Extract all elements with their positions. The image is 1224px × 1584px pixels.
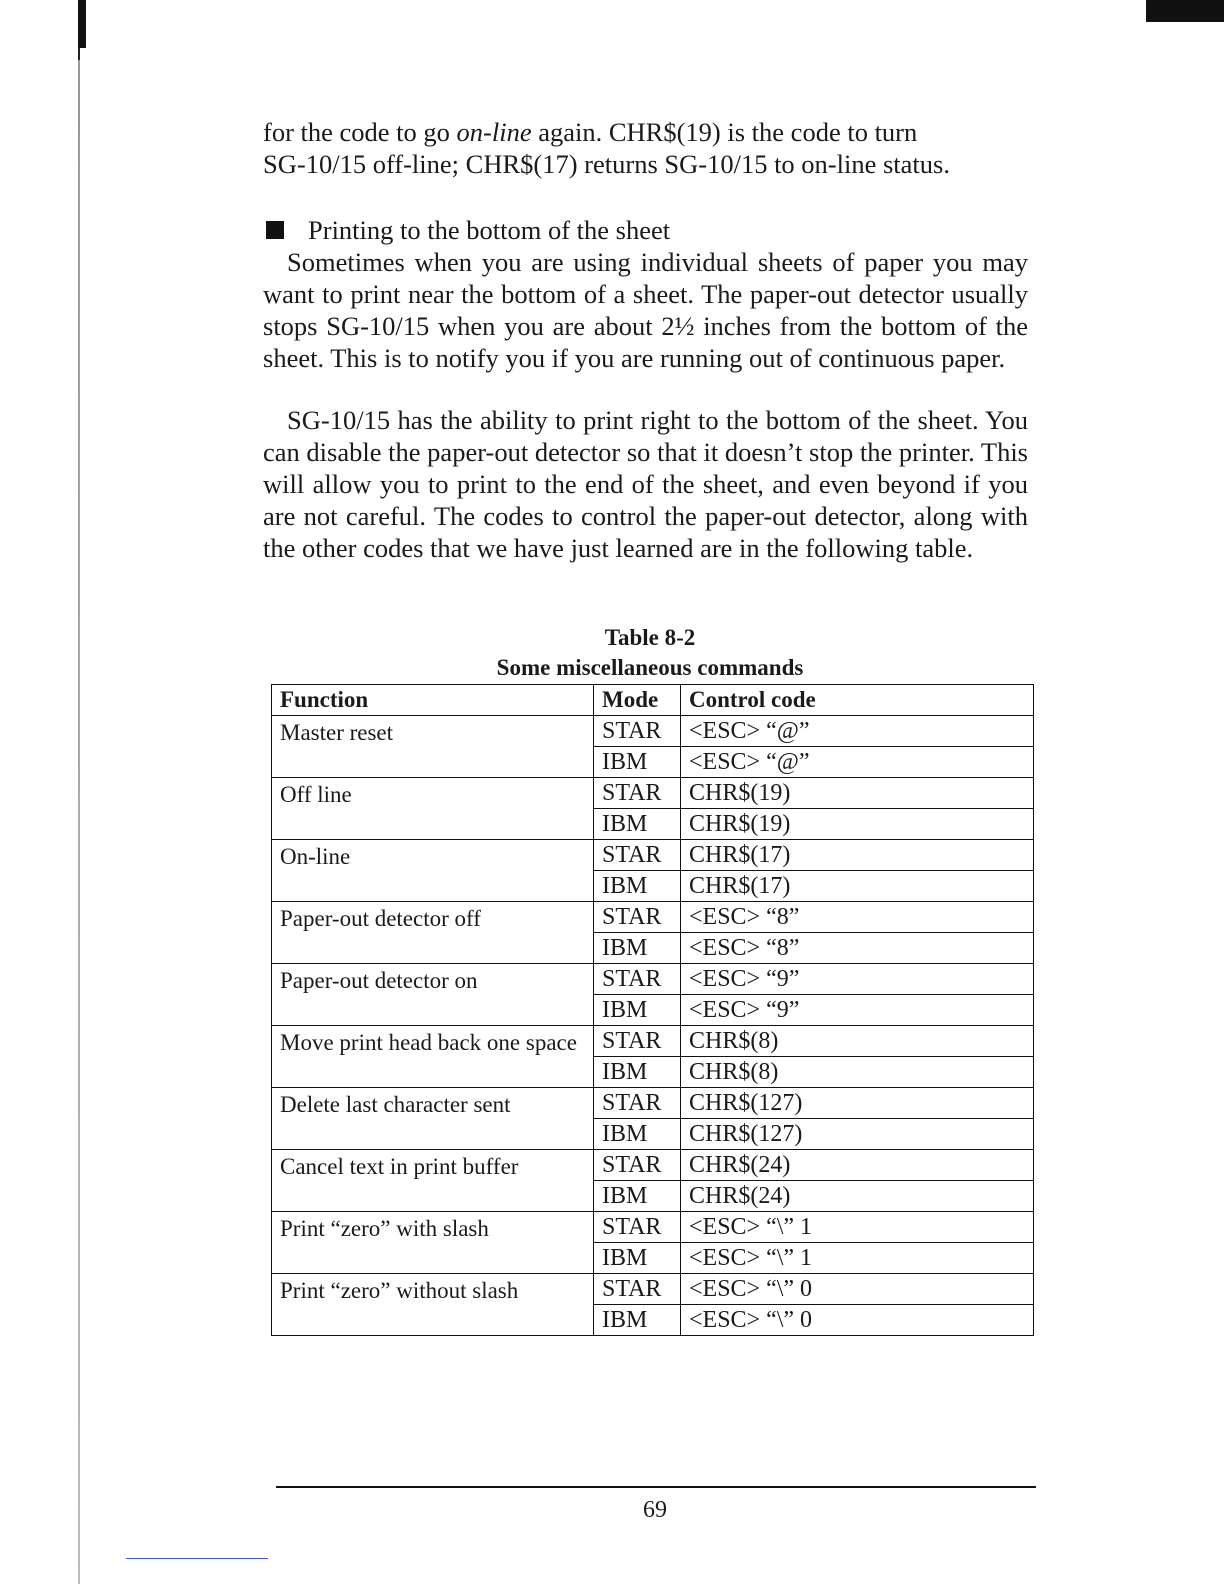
function-cell: Paper-out detector on: [272, 964, 594, 1026]
mode-cell-ibm: IBM: [594, 933, 681, 964]
table-row: [272, 1088, 1034, 1119]
code-cell-star: <ESC> “\” 0: [681, 1274, 1034, 1305]
commands-table: [271, 684, 1034, 1336]
scan-corner-mark-right: [1146, 0, 1224, 22]
function-cell: Delete last character sent: [272, 1088, 594, 1150]
code-cell-star: <ESC> “\” 1: [681, 1212, 1034, 1243]
table-row: [272, 1212, 1034, 1243]
code-cell-ibm: <ESC> “\” 1: [681, 1243, 1034, 1274]
paragraph-sometimes: Sometimes when you are using individual sheets of paper you may want to print near the bottom of a sheet. The paper-out detector usually stops SG-10/15 when you are about 2½ inches from the bottom of the sheet. This is to notify you if you are running out of continuous paper.: [263, 247, 1028, 373]
code-cell-star: <ESC> “8”: [681, 902, 1034, 933]
mode-cell-star: STAR: [594, 778, 681, 809]
table-row: [272, 778, 1034, 809]
code-cell-star: CHR$(8): [681, 1026, 1034, 1057]
mode-cell-star: STAR: [594, 1212, 681, 1243]
mode-cell-star: STAR: [594, 1274, 681, 1305]
mode-cell-star: STAR: [594, 1088, 681, 1119]
mode-cell-star: STAR: [594, 964, 681, 995]
code-cell-ibm: CHR$(19): [681, 809, 1034, 840]
code-cell-ibm: <ESC> “8”: [681, 933, 1034, 964]
table-caption: Some miscellaneous commands: [496, 655, 804, 680]
code-cell-star: CHR$(19): [681, 778, 1034, 809]
function-cell: Move print head back one space: [272, 1026, 594, 1088]
mode-cell-ibm: IBM: [594, 747, 681, 778]
header-mode: Mode: [594, 685, 681, 716]
mode-cell-ibm: IBM: [594, 1119, 681, 1150]
square-bullet-icon: [266, 221, 284, 239]
function-cell: Print “zero” without slash: [272, 1274, 594, 1336]
function-cell: Paper-out detector off: [272, 902, 594, 964]
table-header-row: [272, 685, 1034, 716]
function-cell: Master reset: [272, 716, 594, 778]
table-row: [272, 840, 1034, 871]
code-cell-star: CHR$(17): [681, 840, 1034, 871]
intro-text-start: for the code to go: [263, 117, 457, 147]
function-cell: Cancel text in print buffer: [272, 1150, 594, 1212]
code-cell-star: <ESC> “@”: [681, 716, 1034, 747]
intro-text-line2: SG-10/15 off-line; CHR$(17) returns SG-10/15 to on-line status.: [263, 149, 950, 179]
table-body: [272, 716, 1034, 1336]
table-row: [272, 902, 1034, 933]
code-cell-ibm: CHR$(24): [681, 1181, 1034, 1212]
mode-cell-star: STAR: [594, 902, 681, 933]
mode-cell-ibm: IBM: [594, 995, 681, 1026]
mode-cell-star: STAR: [594, 840, 681, 871]
table-row: [272, 1274, 1034, 1305]
table-row: [272, 1026, 1034, 1057]
mode-cell-ibm: IBM: [594, 1305, 681, 1336]
table-row: [272, 1150, 1034, 1181]
code-cell-ibm: <ESC> “\” 0: [681, 1305, 1034, 1336]
section-heading-text: Printing to the bottom of the sheet: [308, 215, 671, 245]
function-cell: Off line: [272, 778, 594, 840]
function-cell: On-line: [272, 840, 594, 902]
code-cell-star: CHR$(127): [681, 1088, 1034, 1119]
table-row: [272, 716, 1034, 747]
function-cell: Print “zero” with slash: [272, 1212, 594, 1274]
code-cell-ibm: CHR$(17): [681, 871, 1034, 902]
code-cell-star: CHR$(24): [681, 1150, 1034, 1181]
mode-cell-ibm: IBM: [594, 809, 681, 840]
mode-cell-star: STAR: [594, 1026, 681, 1057]
page-number: 69: [643, 1497, 667, 1523]
scan-left-edge: [78, 0, 80, 1584]
header-function: Function: [272, 685, 594, 716]
code-cell-ibm: CHR$(8): [681, 1057, 1034, 1088]
intro-text-end: again. CHR$(19) is the code to turn: [531, 117, 918, 147]
intro-italic-term: on-line: [456, 117, 532, 147]
mode-cell-ibm: IBM: [594, 1057, 681, 1088]
footer-rule: [276, 1486, 1036, 1488]
table-row: [272, 964, 1034, 995]
code-cell-ibm: <ESC> “9”: [681, 995, 1034, 1026]
mode-cell-ibm: IBM: [594, 871, 681, 902]
intro-paragraph: [263, 116, 1028, 180]
section-heading: [266, 214, 670, 246]
paragraph-ability: SG-10/15 has the ability to print right to the bottom of the sheet. You can disable the paper-out detector so that it doesn’t stop the printer. This will allow you to print to the end of the sheet, and even beyond if you are not careful. The codes to control the paper-out detector, along with the other codes that we have just learned are in the following table.: [263, 405, 1028, 563]
code-cell-ibm: CHR$(127): [681, 1119, 1034, 1150]
code-cell-star: <ESC> “9”: [681, 964, 1034, 995]
table-title: Table 8-2: [604, 625, 696, 650]
mode-cell-star: STAR: [594, 1150, 681, 1181]
scan-corner-mark-left: [78, 0, 86, 48]
mode-cell-star: STAR: [594, 716, 681, 747]
mode-cell-ibm: IBM: [594, 1181, 681, 1212]
header-control-code: Control code: [681, 685, 1034, 716]
scan-bottom-mark: [126, 1558, 268, 1559]
mode-cell-ibm: IBM: [594, 1243, 681, 1274]
code-cell-ibm: <ESC> “@”: [681, 747, 1034, 778]
